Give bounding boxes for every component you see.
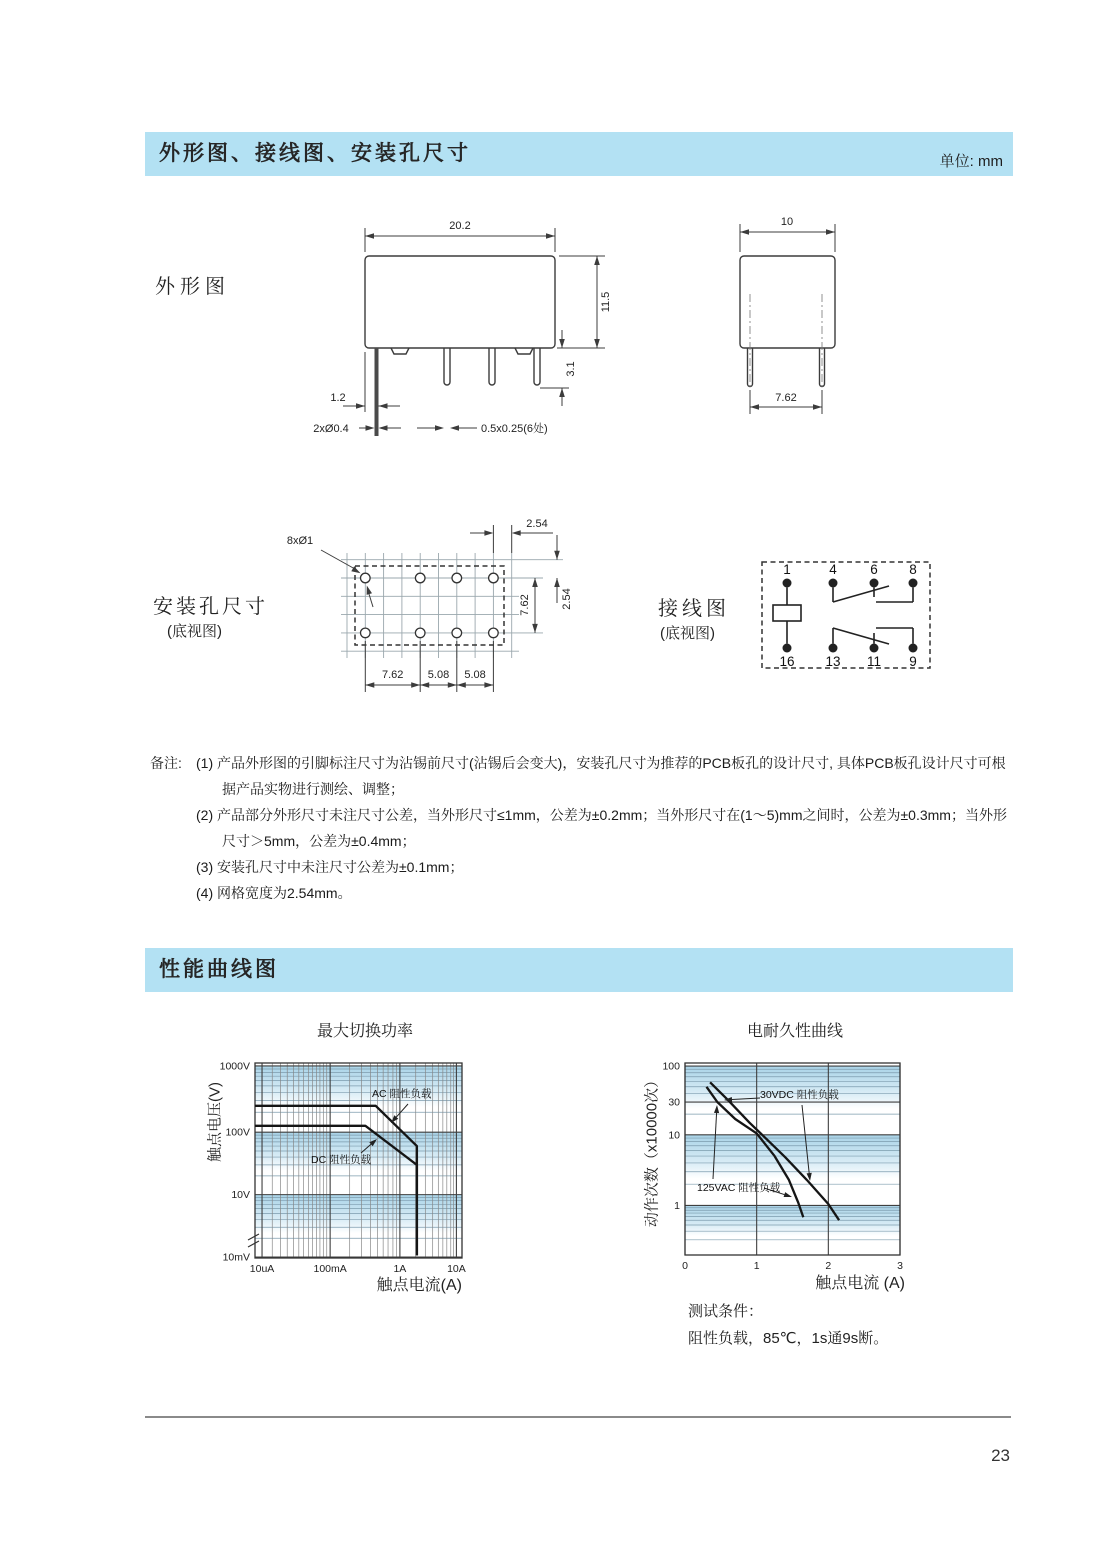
side-dimensions bbox=[740, 216, 835, 414]
relay-front-view bbox=[365, 256, 555, 436]
notes-items bbox=[196, 750, 1008, 906]
relay-side-view bbox=[740, 256, 835, 394]
chart1-ac-curve-label: AC 阻性负载 bbox=[372, 1088, 432, 1100]
dim-col-pitch-3: 5.08 bbox=[464, 669, 486, 681]
dim-grid-top: 2.54 bbox=[526, 518, 548, 530]
dim-hole-count: 8xØ1 bbox=[286, 535, 314, 547]
x-tick-label: 0 bbox=[682, 1260, 688, 1272]
dim-row-pitch: 7.62 bbox=[519, 594, 531, 616]
chart2-30vdc-curve-label: 30VDC 阻性负载 bbox=[760, 1089, 839, 1101]
chart1-title: 最大切换功率 bbox=[316, 1023, 413, 1040]
x-tick-label: 2 bbox=[825, 1260, 832, 1272]
note-item-4: (4) 网格宽度为2.54mm。 bbox=[196, 885, 352, 901]
front-dimensions bbox=[313, 220, 612, 435]
y-tick-label: 10mV bbox=[222, 1251, 250, 1264]
dim-pin-section: 0.5x0.25(6处) bbox=[481, 423, 548, 435]
pin-number-16: 16 bbox=[779, 654, 795, 669]
pin-number-4: 4 bbox=[829, 562, 837, 577]
section-header-dimensions bbox=[145, 132, 1013, 176]
x-tick-label: 100mA bbox=[313, 1263, 347, 1275]
outline-view-label: 外形图 bbox=[155, 276, 230, 298]
footer-divider bbox=[145, 1416, 1011, 1418]
pin-number-11: 11 bbox=[866, 654, 882, 669]
wiring-diagram bbox=[762, 562, 930, 669]
x-tick-label: 10A bbox=[447, 1263, 466, 1275]
pin-number-9: 9 bbox=[909, 654, 917, 669]
y-tick-label: 10 bbox=[668, 1129, 680, 1142]
y-tick-label: 10V bbox=[231, 1189, 250, 1202]
notes-label: 备注: bbox=[150, 755, 182, 771]
chart2-title: 电耐久性曲线 bbox=[746, 1023, 843, 1040]
y-tick-label: 30 bbox=[668, 1096, 680, 1109]
mounting-holes bbox=[361, 573, 499, 638]
x-tick-label: 1 bbox=[753, 1260, 760, 1272]
dim-col-pitch-2: 5.08 bbox=[427, 669, 450, 681]
y-tick-label: 1000V bbox=[219, 1060, 250, 1073]
chart-electrical-endurance bbox=[620, 1048, 950, 1278]
test-conditions bbox=[688, 1298, 888, 1352]
wiring-view-sublabel: (底视图) bbox=[660, 625, 715, 642]
wiring-pin-dots bbox=[783, 579, 918, 653]
mounting-view-label: 安装孔尺寸 bbox=[153, 596, 268, 618]
note-item-3: (3) 安装孔尺寸中未注尺寸公差为±0.1mm； bbox=[196, 859, 464, 875]
x-tick-label: 3 bbox=[897, 1260, 903, 1272]
unit-label: 单位: mm bbox=[939, 153, 1003, 170]
mounting-dimensions bbox=[287, 518, 573, 692]
x-tick-label: 1A bbox=[393, 1263, 407, 1275]
dim-front-height: 11.5 bbox=[600, 291, 612, 313]
page-number: 23 bbox=[991, 1446, 1010, 1465]
chart1-x-axis-label: 触点电流(A) bbox=[376, 1277, 462, 1294]
dim-pin-pitch: 7.62 bbox=[775, 392, 797, 404]
y-tick-label: 100V bbox=[225, 1126, 250, 1139]
chart1-dc-curve-label: DC 阻性负载 bbox=[311, 1154, 372, 1166]
test-conditions-label: 测试条件： bbox=[688, 1303, 764, 1320]
pin-number-6: 6 bbox=[870, 562, 878, 577]
note-item-2: (2) 产品部分外形尺寸未注尺寸公差，当外形尺寸≤1mm，公差为±0.2mm；当外形尺寸在(1～5)mm之间时，公差为±0.3mm；当外形尺寸＞5mm，公差为±0.4mm； bbox=[196, 807, 1007, 849]
y-tick-label: 100 bbox=[662, 1060, 680, 1073]
outline-drawing bbox=[145, 198, 1013, 463]
note-item-1: (1) 产品外形图的引脚标注尺寸为沾锡前尺寸(沾锡后会变大)，安装孔尺寸为推荐的PCB板孔的设计尺寸, 具体PCB板孔设计尺寸可根据产品实物进行测绘、调整； bbox=[196, 755, 1006, 797]
dim-grid-pitch: 2.54 bbox=[561, 588, 573, 610]
pin-number-1: 1 bbox=[783, 562, 791, 577]
dim-front-width: 20.2 bbox=[449, 220, 471, 232]
dim-side-width: 10 bbox=[780, 216, 794, 228]
section-title-dimensions: 外形图、接线图、安装孔尺寸 bbox=[159, 142, 471, 165]
y-tick-label: 1 bbox=[674, 1199, 680, 1212]
chart2-x-axis-label: 触点电流 (A) bbox=[815, 1275, 905, 1292]
pin-number-8: 8 bbox=[909, 562, 917, 577]
pin-number-13: 13 bbox=[825, 654, 841, 669]
wiring-view-label: 接线图 bbox=[658, 598, 730, 620]
dim-col-pitch-1: 7.62 bbox=[381, 669, 404, 681]
dim-pin-diameter: 2xØ0.4 bbox=[313, 423, 349, 435]
bottom-views-drawing bbox=[145, 495, 1013, 725]
dim-pin-offset: 1.2 bbox=[330, 392, 346, 404]
mounting-view-sublabel: (底视图) bbox=[167, 623, 222, 640]
chart1-y-axis-label: 触点电压(V) bbox=[206, 1082, 224, 1162]
chart2-y-axis-label: 动作次数（x10000次） bbox=[643, 1072, 661, 1228]
section-header-curves bbox=[145, 948, 1013, 992]
notes-block bbox=[150, 750, 1012, 906]
chart2-125vac-curve-label: 125VAC 阻性负载 bbox=[697, 1182, 781, 1194]
x-tick-label: 10uA bbox=[249, 1263, 275, 1275]
test-conditions-value: 阻性负载，85℃，1s通9s断。 bbox=[688, 1330, 889, 1347]
dim-pin-length: 3.1 bbox=[565, 361, 577, 377]
section-title-curves: 性能曲线图 bbox=[159, 958, 279, 981]
